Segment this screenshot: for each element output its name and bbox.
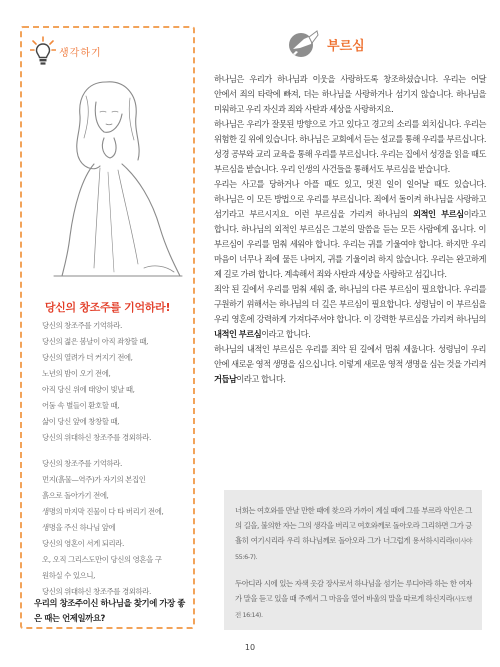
quote-citation: (이사야 55:6-7). [235,537,472,561]
text-run: 죄악 된 길에서 우리를 멈춰 세워 줄, 하나님의 다른 부르심이 필요합니다. 우리를 구원하기 위해서는 하나님의 더 깊은 부르심이 필요합니다. 성령님이 이 부르심을 우리 영혼에 강력하게 가져다주셔야 합니다. 이 강력한 부르심을 가리켜 하나님의 [214,284,486,324]
text-run: 하나님은 우리가 하나님과 이웃을 사랑하도록 창조하셨습니다. 우리는 어달 안에서 죄의 타락에 빠져, 더는 하나님을 사랑하거나 섬기지 않습니다. 하나님을 미워하고 우리 자신과 죄와 사탄과 세상을 사랑하지요. [214,74,486,114]
verse-title: 당신의 창조주를 기억하라! [44,301,171,314]
poem-line: 아직 당신 위에 태양이 빛날 때, [42,385,135,394]
scripture-quote [235,576,472,623]
poem-line: 생명을 주신 하나님 앞에 [42,523,116,532]
paragraph [214,117,486,177]
quote-gap [235,565,472,576]
poem-line: 원하실 수 있으니, [42,571,96,580]
lightbulb-icon [30,36,56,66]
text-run: 하나님은 우리가 잘못된 방향으로 가고 있다고 경고의 소리를 외치십니다. 우리는 위험한 길 위에 있습니다. 하나님은 교회에서 듣는 설교를 통해 우리를 부르십니다. 성경 공부와 교리 교육을 통해 우리를 부르십니다. 우리는 집에서 성경을 읽을 때도 부르심을 받습니다. 우리 인생의 사건들을 통해서도 부르심을 받습니다. [214,119,486,174]
text-run: 이라고 합니다. [261,329,311,339]
term-rebirth: 거듭남 [214,374,237,384]
poem-line: 당신의 영혼이 서게 되리라. [42,539,124,548]
main-text [214,72,486,387]
term-outer-calling: 외적인 부르심 [413,209,464,219]
section-title: 부르심 [327,38,365,54]
think-header [30,36,102,66]
quote-text: 두아디라 시에 있는 자색 옷감 장사로서 하나님을 섬기는 루디아라 하는 한 여자가 말을 듣고 있을 때 주께서 그 마음을 열어 바울의 말을 따르게 하신지라 [235,579,472,603]
praying-girl-illustration [34,68,184,283]
reflection-question: 우리의 창조주이신 하나님을 찾기에 가장 좋은 때는 언제일까요? [34,598,186,623]
text-run: 우리는 사고를 당하거나 아플 때도 있고, 멋진 일이 일어날 때도 있습니다. 하나님은 이 모든 방법으로 우리를 부르십니다. 죄에서 돌이켜 하나님을 사랑하고 섬기라고 부르시지요. 이런 부르심을 가리켜 하나님의 [214,179,486,219]
trumpet-icon [287,29,321,59]
text-run: 하나님의 내적인 부르심은 우리를 죄악 된 길에서 멈춰 세웁니다. 성령님이 우리 안에 새로운 영적 생명을 심으십니다. 이렇게 새로운 영적 생명을 심는 것을 가리켜 [214,344,486,369]
text-run: 이라고 합니다. 하나님의 외적인 부르심은 그분의 말씀을 듣는 모든 사람에게 옵니다. 이 부르심이 우리를 멈춰 세워야 합니다. 우리는 귀를 기울여야 합니다. 하지만 우리 마음이 너무나 죄에 물든 나머지, 귀를 기울이려 하지 않습니다. 우리는 완고하게 제 길로 가려 합니다. 계속해서 죄와 사탄과 세상을 사랑하고 섬깁니다. [214,209,486,279]
poem-line: 당신의 젊은 봄날이 아직 좌창할 때, [42,337,149,346]
paragraph [214,342,486,387]
poem-line: 생명의 마지막 진물이 다 타 버리기 전에, [42,507,164,516]
poem-line: 흙으로 돌아가기 전에, [42,491,109,500]
quote-citation: (사도행전 16:14). [235,595,472,619]
poem-line: 당신의 열려가 더 커지기 전에, [42,353,133,362]
poem-line: 당신의 위대하신 창조주를 경외하라. [42,433,151,442]
poem-line: 삶이 당신 앞에 창창할 때, [42,417,120,426]
think-sidebar [20,26,195,629]
poem-line: 당신의 창조주를 기억하라. [42,459,122,468]
stanza-break [42,446,192,456]
poem-line: 노년의 밤이 오기 전에, [42,369,111,378]
poem-line: 오, 오직 그리스도만이 당신의 영혼을 구 [42,555,162,564]
think-label: 생각하기 [59,47,102,59]
text-run: 이라고 합니다. [236,374,286,384]
term-inner-calling: 내적인 부르심 [214,329,262,339]
section-header [287,29,365,59]
scripture-quote-box [224,490,482,630]
paragraph [214,72,486,117]
poem [42,318,192,600]
page-number: 10 [244,643,256,652]
poem-line: 당신의 창조주를 기억하라. [42,321,122,330]
paragraph [214,282,486,342]
scripture-quote [235,503,472,565]
poem-line: 어둠 속 별들이 환호할 때, [42,401,120,410]
quote-text: 너희는 여호와를 만날 만한 때에 찾으라 가까이 계실 때에 그를 부르라 악인은 그의 길을, 불의한 자는 그의 생각을 버리고 여호와께로 돌아오라 그리하면 그가 긍휼히 여기시리라 우리 하나님께로 돌아오라 그가 너그럽게 용서하시리라 [235,506,472,545]
poem-line: 먼지(흙물—역주)가 자기의 본집인 [42,475,146,484]
paragraph [214,177,486,282]
poem-line: 당신의 위대하신 창조주를 경외하라. [42,587,151,596]
